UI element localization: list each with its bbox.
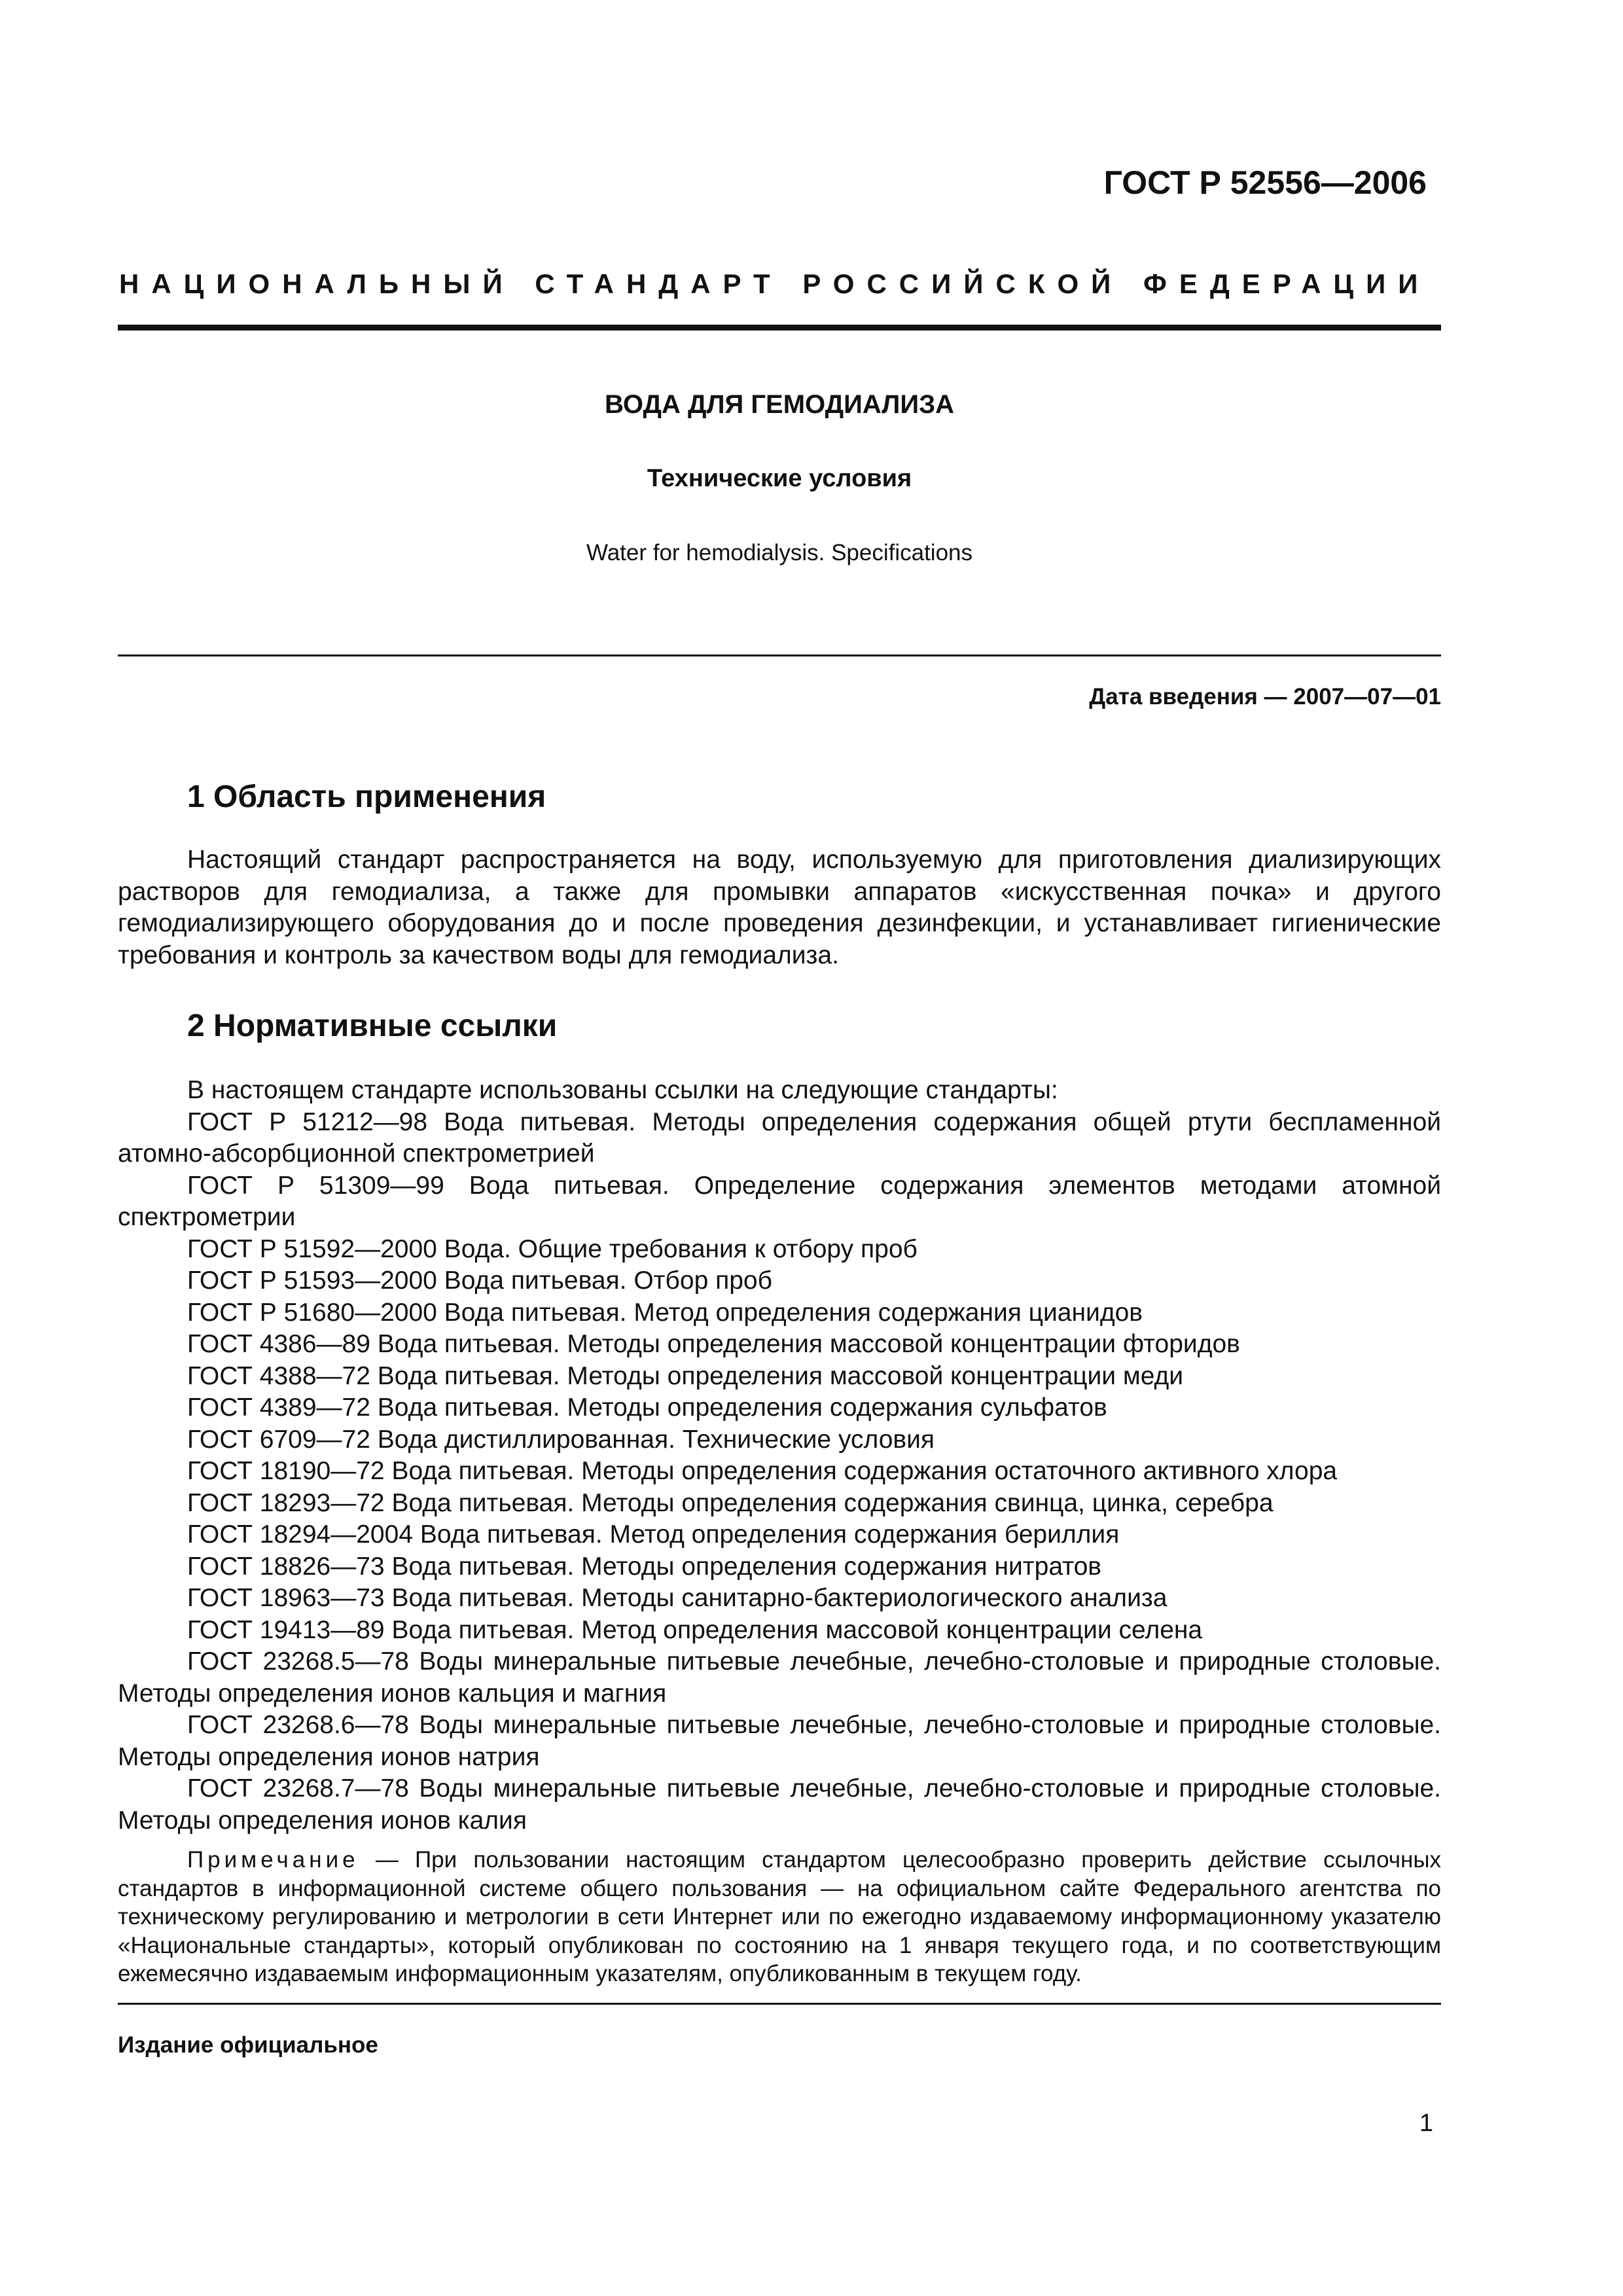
document-code: ГОСТ Р 52556—2006 [1103,164,1427,201]
reference-item: ГОСТ 23268.7—78 Воды минеральные питьевые лечебные, лечебно-столовые и природные столовые. Методы определения ионов калия [118,1774,1441,1835]
reference-item: ГОСТ 18963—73 Вода питьевая. Методы санитарно-бактериологического анализа [187,1584,1168,1612]
note-paragraph [118,1846,1441,1988]
title-divider [118,655,1441,656]
reference-item: ГОСТ Р 51593—2000 Вода питьевая. Отбор проб [187,1266,772,1295]
reference-item: ГОСТ 19413—89 Вода питьевая. Метод определения массовой концентрации селена [187,1615,1203,1644]
reference-item: ГОСТ 4386—89 Вода питьевая. Методы определения массовой концентрации фторидов [187,1330,1240,1358]
document-subtitle: Технические условия [647,465,912,492]
reference-item: ГОСТ 23268.5—78 Воды минеральные питьевые лечебные, лечебно-столовые и природные столовые. Методы определения ионов кальция и магния [118,1647,1441,1708]
reference-item: ГОСТ 4388—72 Вода питьевая. Методы определения массовой концентрации меди [187,1361,1184,1390]
page-number: 1 [1419,2109,1433,2137]
references-intro: В настоящем стандарте использованы ссылки на следующие стандарты: [187,1076,1058,1104]
reference-item: ГОСТ 18190—72 Вода питьевая. Методы определения содержания остаточного активного хлора [187,1457,1338,1485]
header-divider [118,325,1441,331]
section-1-text: Настоящий стандарт распространяется на воду, используемую для приготовления диализирующих растворов для гемодиализа, а также для промывки аппаратов «искусственная почка» и другого гемодиализирующего оборудования до и после проведения дезинфекции, и устанавливает гигиенические требования и контроль за качеством воды для гемодиализа. [118,846,1441,969]
section-1-heading: 1 Область применения [187,780,546,814]
national-standard-banner: НАЦИОНАЛЬНЫЙ СТАНДАРТ РОССИЙСКОЙ ФЕДЕРАЦИИ [119,268,1431,299]
reference-item: ГОСТ 18293—72 Вода питьевая. Методы определения содержания свинца, цинка, серебра [187,1488,1274,1517]
note-label: Примечание [187,1847,359,1873]
document-title-english: Water for hemodialysis. Specifications [586,540,973,565]
section-2-heading: 2 Нормативные ссылки [187,1009,558,1043]
references-list [118,1075,1441,1837]
footer-divider [118,2003,1441,2005]
reference-item: ГОСТ 4389—72 Вода питьевая. Методы определения содержания сульфатов [187,1393,1107,1422]
reference-item: ГОСТ Р 51309—99 Вода питьевая. Определение содержания элементов методами атомной спектрометрии [118,1171,1441,1231]
document-title: ВОДА ДЛЯ ГЕМОДИАЛИЗА [604,390,955,419]
note-text: — При пользовании настоящим стандартом целесообразно проверить действие ссылочных стандартов в информационной системе общего пользования — на официальном сайте Федерального агентства по техническому регулированию и метрологии в сети Интернет или по ежегодно издаваемому информационному указателю «Национальные стандарты», который опубликован по состоянию на 1 января текущего года, и по соответствующим ежемесячно издаваемым информационным указателям, опубликованным в текущем году. [118,1847,1441,1986]
introduction-date: Дата введения — 2007—07—01 [1089,684,1441,709]
reference-item: ГОСТ 23268.6—78 Воды минеральные питьевые лечебные, лечебно-столовые и природные столовые. Методы определения ионов натрия [118,1711,1441,1771]
reference-item: ГОСТ 6709—72 Вода дистиллированная. Технические условия [187,1425,935,1454]
reference-item: ГОСТ Р 51592—2000 Вода. Общие требования к отбору проб [187,1234,918,1263]
reference-item: ГОСТ 18294—2004 Вода питьевая. Метод определения содержания бериллия [187,1520,1120,1549]
official-edition-label: Издание официальное [118,2032,378,2058]
reference-item: ГОСТ Р 51212—98 Вода питьевая. Методы определения содержания общей ртути беспламенной атомно-абсорбционной спектрометрией [118,1107,1441,1168]
reference-item: ГОСТ 18826—73 Вода питьевая. Методы определения содержания нитратов [187,1552,1102,1581]
reference-item: ГОСТ Р 51680—2000 Вода питьевая. Метод определения содержания цианидов [187,1298,1143,1327]
